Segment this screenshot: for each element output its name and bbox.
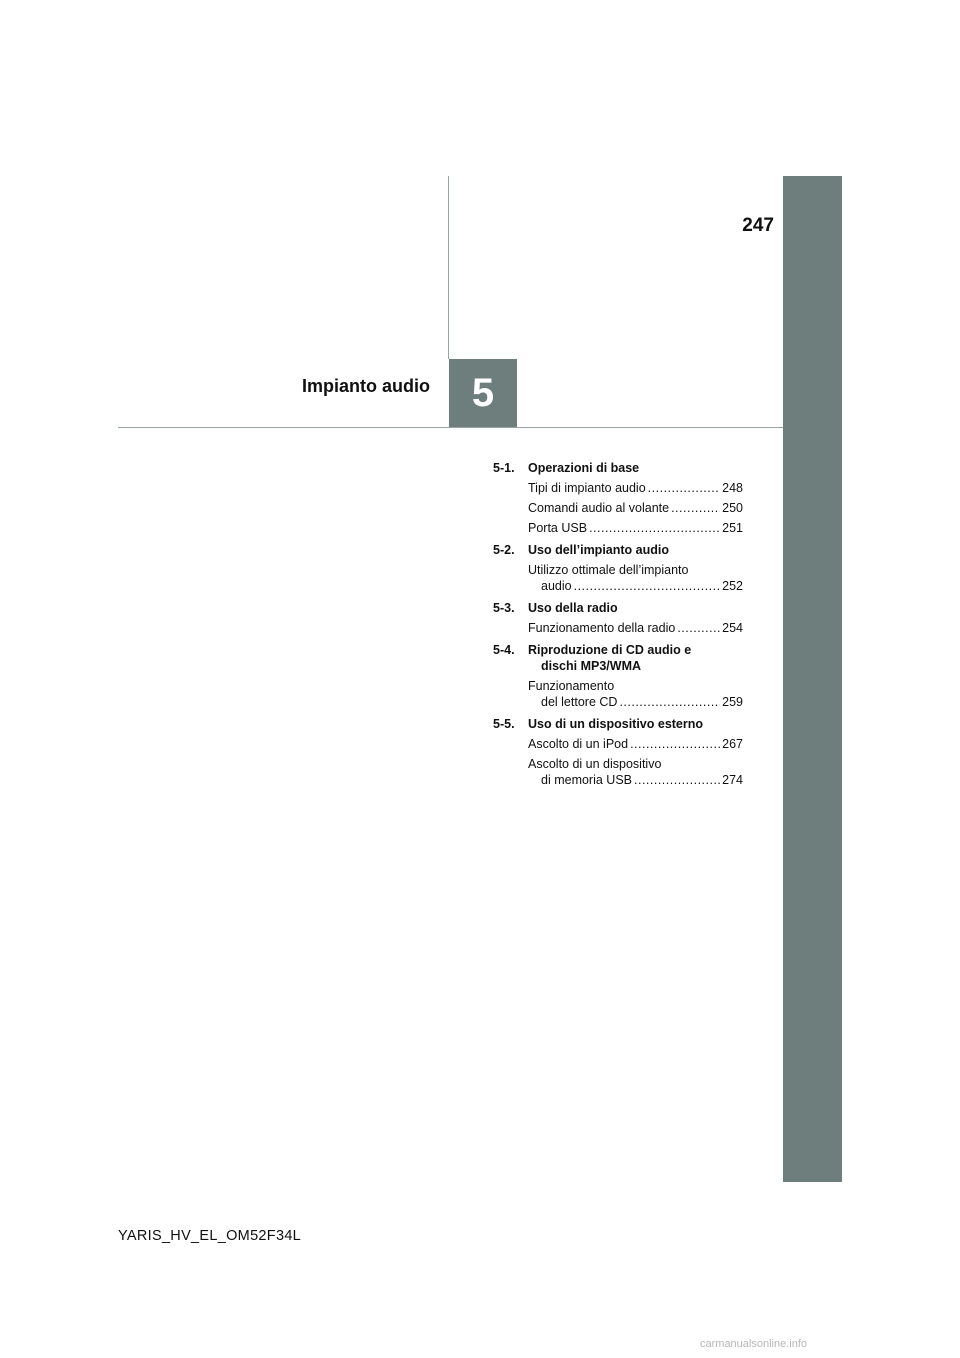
entry-label: audio xyxy=(541,579,572,593)
toc-entry[interactable] xyxy=(528,678,743,710)
entry-label-line1: Funzionamento xyxy=(528,679,615,693)
entry-page: 250 xyxy=(722,501,743,515)
toc-entry[interactable] xyxy=(528,500,743,516)
entry-label: Ascolto di un iPod xyxy=(528,737,629,751)
entry-page: 259 xyxy=(722,695,743,709)
entry-label: Funzionamento della radio xyxy=(528,621,676,635)
toc-entry[interactable] xyxy=(528,620,743,636)
entry-page: 267 xyxy=(722,737,743,751)
section-title: Operazioni di base xyxy=(528,461,640,475)
leader-dots xyxy=(574,578,721,594)
table-of-contents xyxy=(493,460,743,794)
toc-entry[interactable] xyxy=(528,756,743,788)
vertical-rule xyxy=(448,176,449,359)
section-title-line2: dischi MP3/WMA xyxy=(541,659,642,673)
section-number: 5-1. xyxy=(493,461,515,475)
section-title-line1: Riproduzione di CD audio e xyxy=(528,643,692,657)
section-title xyxy=(528,642,743,674)
watermark: carmanualsonline.info xyxy=(700,1338,808,1350)
entry-label: del lettore CD xyxy=(541,695,618,709)
entry-page: 248 xyxy=(722,481,743,495)
toc-section-5-5 xyxy=(493,716,743,788)
leader-dots xyxy=(589,520,720,536)
entry-label: di memoria USB xyxy=(541,773,632,787)
entry-label: Porta USB xyxy=(528,521,588,535)
section-number: 5-3. xyxy=(493,601,515,615)
toc-section-5-2 xyxy=(493,542,743,594)
section-number: 5-4. xyxy=(493,643,515,657)
entry-page: 274 xyxy=(722,773,743,787)
section-number: 5-2. xyxy=(493,543,515,557)
toc-section-5-3 xyxy=(493,600,743,636)
toc-entry[interactable] xyxy=(528,520,743,536)
toc-section-5-4 xyxy=(493,642,743,710)
section-title: Uso di un dispositivo esterno xyxy=(528,717,704,731)
leader-dots xyxy=(648,480,720,496)
toc-section-5-1 xyxy=(493,460,743,536)
entry-page: 254 xyxy=(722,621,743,635)
horizontal-rule xyxy=(118,427,783,428)
leader-dots xyxy=(677,620,720,636)
toc-entry[interactable] xyxy=(528,736,743,752)
toc-entry[interactable] xyxy=(528,480,743,496)
page-number: 247 xyxy=(742,215,774,236)
leader-dots xyxy=(671,500,720,516)
entry-label: Tipi di impianto audio xyxy=(528,481,646,495)
footer-document-code: YARIS_HV_EL_OM52F34L xyxy=(118,1228,302,1244)
leader-dots xyxy=(630,736,720,752)
section-title: Uso dell’impianto audio xyxy=(528,543,669,557)
toc-entry[interactable] xyxy=(528,562,743,594)
leader-dots xyxy=(634,772,720,788)
entry-label: Comandi audio al volante xyxy=(528,501,670,515)
entry-label-line1: Ascolto di un dispositivo xyxy=(528,757,662,771)
entry-page: 251 xyxy=(722,521,743,535)
section-title: Uso della radio xyxy=(528,601,618,615)
side-thumb-tab xyxy=(783,176,842,1182)
chapter-title: Impianto audio xyxy=(302,376,430,396)
chapter-number-box: 5 xyxy=(449,359,517,427)
entry-page: 252 xyxy=(722,579,743,593)
leader-dots xyxy=(619,694,720,710)
section-number: 5-5. xyxy=(493,717,515,731)
entry-label-line1: Utilizzo ottimale dell’impianto xyxy=(528,563,689,577)
